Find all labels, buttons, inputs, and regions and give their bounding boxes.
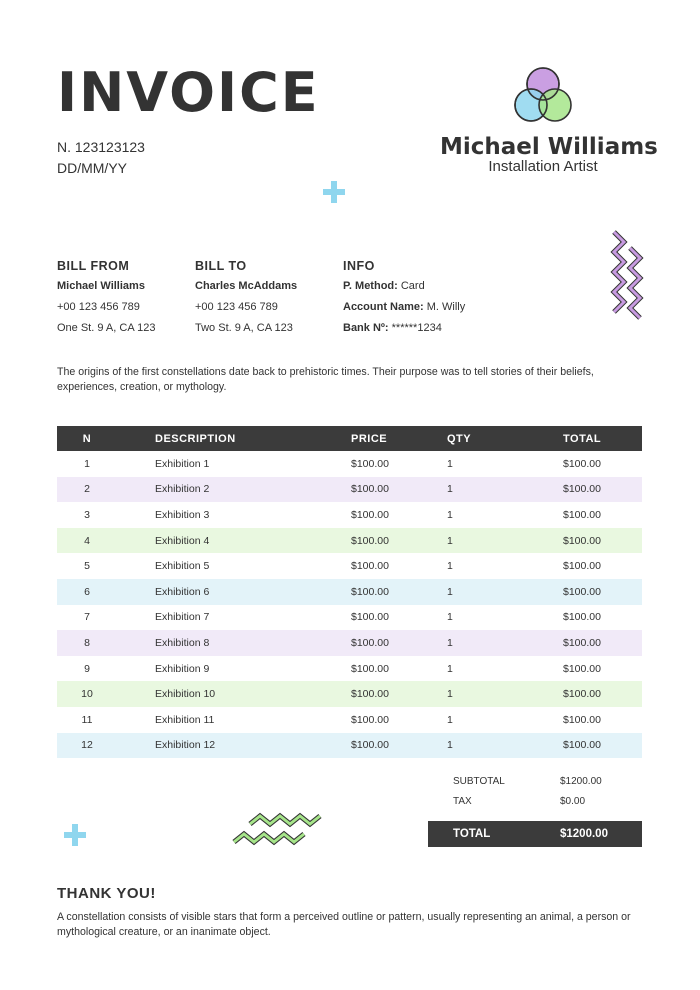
cell-price: $100.00 (351, 560, 389, 573)
bill-to-section (195, 258, 297, 339)
total-label: TOTAL (453, 828, 491, 840)
payment-method-label: P. Method: (343, 280, 398, 292)
cell-qty: 1 (447, 585, 453, 598)
cell-price: $100.00 (351, 534, 389, 547)
bank-number-value: ******1234 (391, 322, 442, 334)
cell-n: 9 (84, 662, 90, 675)
bill-to-phone: +00 123 456 789 (195, 301, 278, 313)
artist-block (440, 134, 658, 175)
cell-price: $100.00 (351, 508, 389, 521)
bill-to-name: Charles McAddams (195, 280, 298, 292)
cell-price: $100.00 (351, 585, 389, 598)
total-value: $1200.00 (560, 828, 608, 840)
bill-from-address: One St. 9 A, CA 123 (57, 322, 156, 334)
cell-qty: 1 (447, 713, 453, 726)
cell-qty: 1 (447, 611, 453, 624)
invoice-title: INVOICE (57, 61, 320, 124)
cell-qty: 1 (447, 508, 453, 521)
cell-total: $100.00 (563, 636, 601, 649)
cell-price: $100.00 (351, 739, 389, 752)
table-row (57, 681, 642, 707)
cell-n: 12 (81, 739, 93, 752)
cell-price: $100.00 (351, 457, 389, 470)
cell-description: Exhibition 2 (155, 483, 210, 496)
table-row (57, 630, 642, 656)
payment-method (343, 276, 465, 297)
cell-total: $100.00 (563, 713, 601, 726)
cell-n: 8 (84, 636, 90, 649)
header-price: PRICE (351, 426, 441, 451)
bank-number (343, 318, 465, 339)
bank-number-label: Bank Nº: (343, 322, 389, 334)
cell-n: 7 (84, 611, 90, 624)
cell-total: $100.00 (563, 585, 601, 598)
zigzag-decoration-bottom-icon (230, 812, 326, 848)
info-section (343, 258, 465, 339)
cell-qty: 1 (447, 483, 453, 496)
cell-price: $100.00 (351, 713, 389, 726)
cell-qty: 1 (447, 636, 453, 649)
subtotal-value: $1200.00 (560, 776, 602, 787)
plus-decoration-bottom-icon (63, 823, 87, 847)
table-row (57, 477, 642, 503)
bill-from-phone: +00 123 456 789 (57, 301, 140, 313)
table-row (57, 451, 642, 477)
bill-from-section (57, 258, 155, 339)
cell-total: $100.00 (563, 534, 601, 547)
cell-n: 2 (84, 483, 90, 496)
cell-description: Exhibition 11 (155, 713, 215, 726)
cell-total: $100.00 (563, 560, 601, 573)
cell-n: 3 (84, 508, 90, 521)
table-row (57, 553, 642, 579)
account-name-value: M. Willy (426, 301, 466, 313)
cell-total: $100.00 (563, 611, 601, 624)
cell-description: Exhibition 9 (155, 662, 210, 675)
cell-description: Exhibition 1 (155, 457, 210, 470)
cell-total: $100.00 (563, 739, 601, 752)
items-table (57, 426, 642, 758)
bill-to-heading: BILL TO (195, 259, 247, 273)
table-header-row (57, 426, 642, 451)
subtotal-label: SUBTOTAL (453, 776, 505, 787)
intro-paragraph: The origins of the first constellations date back to prehistoric times. Their purpose was to tell stories of their beliefs, experiences, creation, or mythology. (57, 366, 594, 393)
invoice-meta (57, 137, 145, 179)
invoice-number: N. 123123123 (57, 139, 145, 155)
artist-name: Michael Williams (440, 134, 658, 160)
table-row (57, 656, 642, 682)
invoice-date: DD/MM/YY (57, 160, 127, 176)
cell-description: Exhibition 6 (155, 585, 210, 598)
table-row (57, 579, 642, 605)
cell-total: $100.00 (563, 688, 601, 701)
artist-role: Installation Artist (488, 158, 598, 175)
bill-to-address: Two St. 9 A, CA 123 (195, 322, 293, 334)
table-row (57, 502, 642, 528)
cell-description: Exhibition 12 (155, 739, 216, 752)
cell-description: Exhibition 7 (155, 611, 210, 624)
cell-price: $100.00 (351, 636, 389, 649)
thank-you-heading: THANK YOU! (57, 885, 156, 902)
cell-description: Exhibition 10 (155, 688, 216, 701)
cell-n: 1 (84, 457, 90, 470)
tax-value: $0.00 (560, 796, 586, 807)
cell-price: $100.00 (351, 662, 389, 675)
zigzag-decoration-icon (608, 228, 646, 322)
cell-qty: 1 (447, 662, 453, 675)
table-row (57, 605, 642, 631)
cell-total: $100.00 (563, 457, 601, 470)
cell-total: $100.00 (563, 508, 601, 521)
cell-description: Exhibition 4 (155, 534, 210, 547)
table-row (57, 707, 642, 733)
header-description: DESCRIPTION (117, 426, 351, 451)
cell-qty: 1 (447, 560, 453, 573)
header-total: TOTAL (563, 426, 642, 451)
cell-total: $100.00 (563, 483, 601, 496)
tax-label: TAX (453, 796, 472, 807)
cell-total: $100.00 (563, 662, 601, 675)
info-heading: INFO (343, 259, 375, 273)
cell-description: Exhibition 5 (155, 560, 210, 573)
header-n: N (57, 426, 117, 451)
cell-n: 6 (84, 585, 90, 598)
cell-qty: 1 (447, 739, 453, 752)
cell-price: $100.00 (351, 611, 389, 624)
cell-n: 4 (84, 534, 90, 547)
cell-description: Exhibition 8 (155, 636, 210, 649)
cell-n: 10 (81, 688, 93, 701)
closing-paragraph: A constellation consists of visible stars that form a perceived outline or pattern, usually representing an animal, a person or mythological creature, or an inanimate object. (57, 911, 631, 938)
cell-description: Exhibition 3 (155, 508, 210, 521)
cell-qty: 1 (447, 534, 453, 547)
cell-qty: 1 (447, 688, 453, 701)
cell-price: $100.00 (351, 688, 389, 701)
cell-n: 5 (84, 560, 90, 573)
bill-from-heading: BILL FROM (57, 259, 130, 273)
cell-qty: 1 (447, 457, 453, 470)
cell-n: 11 (81, 713, 93, 726)
bill-from-name: Michael Williams (57, 280, 145, 292)
venn-logo-icon (512, 66, 574, 126)
total-bar (428, 821, 642, 847)
account-name-label: Account Name: (343, 301, 424, 313)
table-row (57, 528, 642, 554)
account-name (343, 297, 465, 318)
payment-method-value: Card (400, 280, 425, 292)
header-qty: QTY (441, 426, 563, 451)
table-row (57, 733, 642, 759)
plus-decoration-icon (322, 180, 346, 204)
cell-price: $100.00 (351, 483, 389, 496)
